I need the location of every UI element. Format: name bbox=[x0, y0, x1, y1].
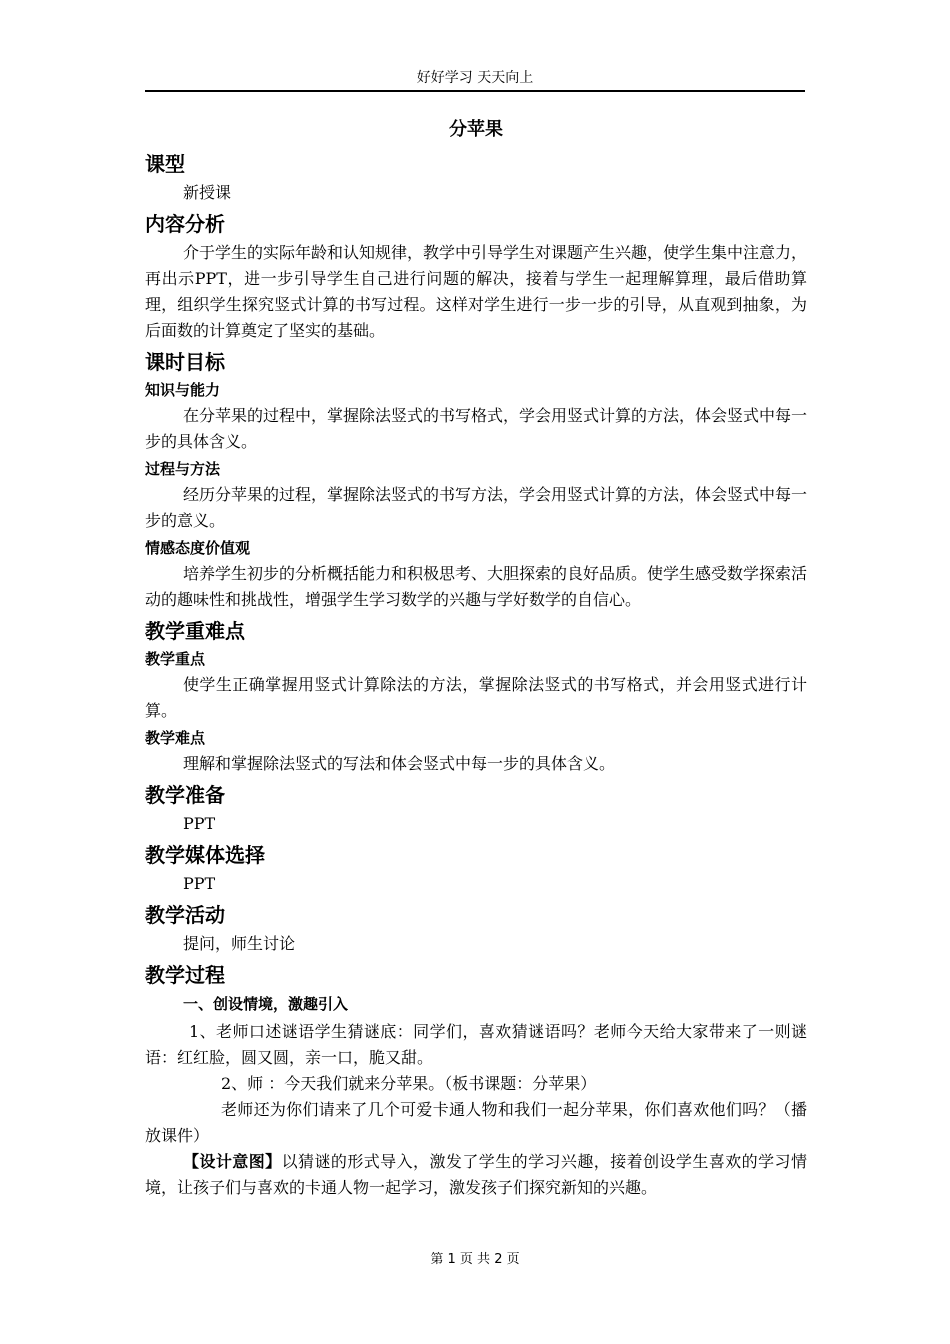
difficulty-body: 理解和掌握除法竖式的写法和体会竖式中每一步的具体含义。 bbox=[183, 754, 616, 773]
prep-body: PPT bbox=[183, 814, 216, 833]
process-body: 经历分苹果的过程，掌握除法竖式的书写方法，学会用竖式计算的方法，体会竖式中每一步的意义。 bbox=[145, 485, 808, 530]
design-intent-body: 以猜谜的形式导入，激发了学生的学习兴趣，接着创设学生喜欢的学习情境，让孩子们与喜欢的卡通人物一起学习，激发孩子们探究新知的兴趣。 bbox=[145, 1152, 807, 1197]
document-body bbox=[145, 114, 807, 1201]
heading-focus: 教学重点 bbox=[145, 650, 206, 668]
emotion-body: 培养学生初步的分析概括能力和积极思考、大胆探索的良好品质。使学生感受数学探索活动的趣味性和挑战性，增强学生学习数学的兴趣与学好数学的自信心。 bbox=[145, 564, 808, 609]
heading-analysis: 内容分析 bbox=[145, 212, 225, 236]
heading-knowledge: 知识与能力 bbox=[145, 381, 221, 399]
page-footer: 第 1 页 共 2 页 bbox=[430, 1252, 520, 1267]
design-intent bbox=[145, 1149, 807, 1201]
document-title: 分苹果 bbox=[449, 119, 503, 140]
heading-media: 教学媒体选择 bbox=[145, 843, 265, 867]
knowledge-body: 在分苹果的过程中，掌握除法竖式的书写格式，学会用竖式计算的方法，体会竖式中每一步的具体含义。 bbox=[145, 406, 808, 451]
procedure-item-3: 老师还为你们请来了几个可爱卡通人物和我们一起分苹果，你们喜欢他们吗？（播放课件） bbox=[145, 1100, 807, 1145]
procedure-item-1: 1、老师口述谜语学生猜谜底：同学们，喜欢猜谜语吗？老师今天给大家带来了一则谜语：红红脸，圆又圆，亲一口，脆又甜。 bbox=[145, 1022, 807, 1067]
heading-difficulty: 教学难点 bbox=[145, 729, 206, 747]
analysis-body: 介于学生的实际年龄和认知规律，教学中引导学生对课题产生兴趣，使学生集中注意力，再出示PPT，进一步引导学生自己进行问题的解决，接着与学生一起理解算理，最后借助算理，组织学生探究竖式计算的书写过程。这样对学生进行一步一步的引导，从直观到抽象，为后面数的计算奠定了坚实的基础。 bbox=[145, 243, 808, 340]
heading-procedure: 教学过程 bbox=[145, 963, 225, 987]
heading-emotion: 情感态度价值观 bbox=[145, 539, 251, 557]
type-body: 新授课 bbox=[183, 183, 232, 202]
heading-activity: 教学活动 bbox=[145, 903, 225, 927]
design-intent-label: 【设计意图】 bbox=[183, 1152, 282, 1171]
procedure-part1-title: 一、创设情境，激趣引入 bbox=[183, 995, 349, 1013]
heading-goals: 课时目标 bbox=[145, 350, 225, 374]
media-body: PPT bbox=[183, 874, 216, 893]
heading-type: 课型 bbox=[145, 152, 185, 176]
heading-process: 过程与方法 bbox=[145, 460, 221, 478]
heading-keypoints: 教学重难点 bbox=[145, 619, 245, 643]
heading-prep: 教学准备 bbox=[145, 783, 225, 807]
page-header: 好好学习 天天向上 bbox=[145, 68, 805, 92]
activity-body: 提问，师生讨论 bbox=[183, 934, 296, 953]
procedure-item-2: 2、师 ：今天我们就来分苹果。（板书课题：分苹果） bbox=[221, 1074, 597, 1093]
focus-body: 使学生正确掌握用竖式计算除法的方法，掌握除法竖式的书写格式，并会用竖式进行计算。 bbox=[145, 675, 807, 720]
